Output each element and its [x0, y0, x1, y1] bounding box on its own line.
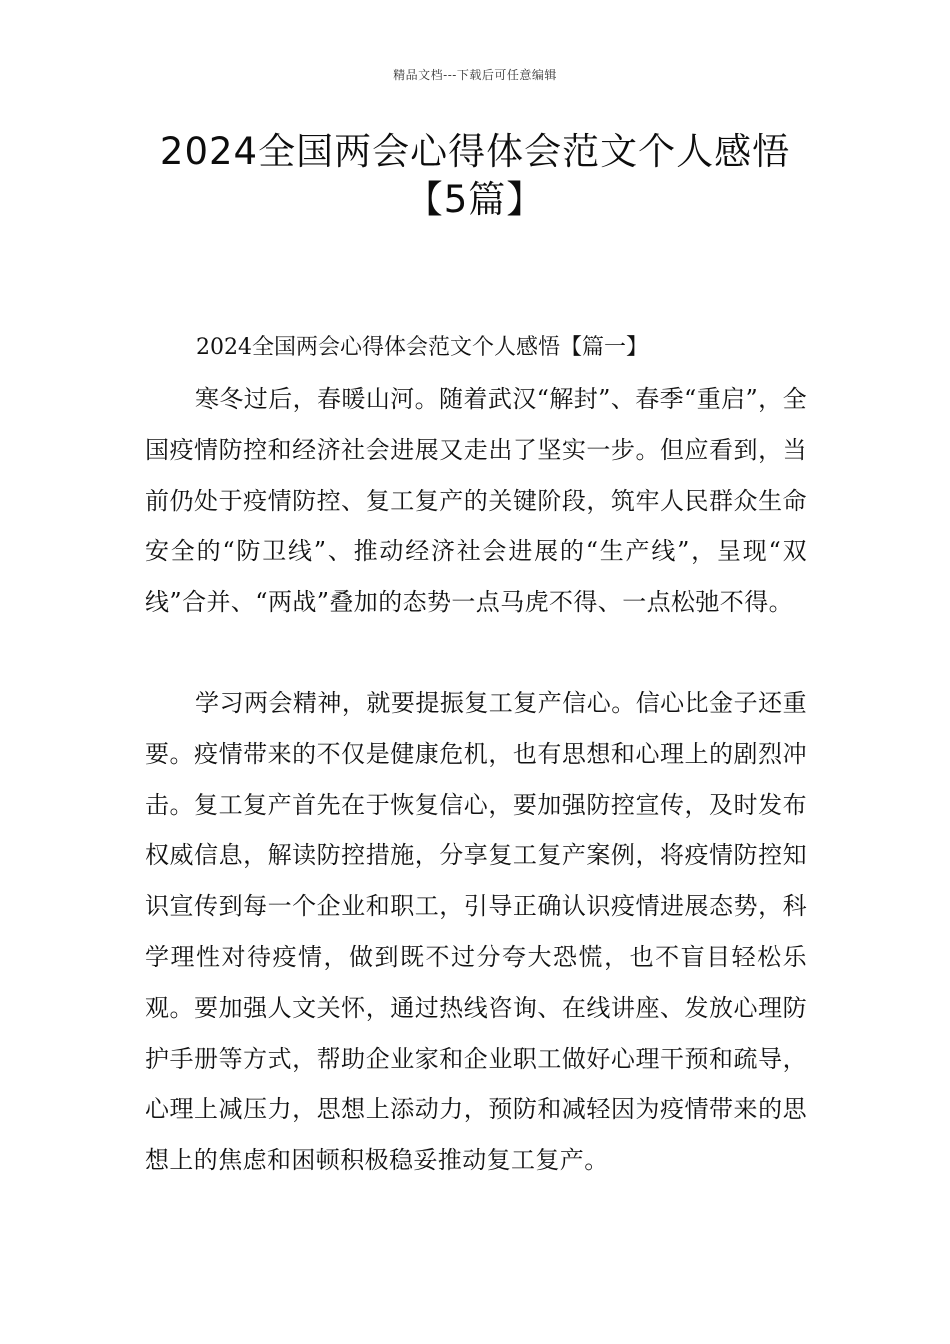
body-paragraph-2: 学习两会精神，就要提振复工复产信心。信心比金子还重要。疫情带来的不仅是健康危机，也有思想和心理上的剧烈冲击。复工复产首先在于恢复信心，要加强防控宣传，及时发布权威信息，解读防控措施，分享复工复产案例，将疫情防控知识宣传到每一个企业和职工，引导正确认识疫情进展态势，科学理性对待疫情，做到既不过分夸大恐慌，也不盲目轻松乐观。要加强人文关怀，通过热线咨询、在线讲座、发放心理防护手册等方式，帮助企业家和企业职工做好心理干预和疏导，心理上减压力，思想上添动力，预防和减轻因为疫情带来的思想上的焦虑和困顿积极稳妥推动复工复产。 [145, 689, 807, 1175]
title-line-1: 2024全国两会心得体会范文个人感悟 [159, 130, 791, 173]
body-paragraph-1: 寒冬过后，春暖山河。随着武汉“解封”、春季“重启”，全国疫情防控和经济社会进展又走出了坚实一步。但应看到，当前仍处于疫情防控、复工复产的关键阶段，筑牢人民群众生命安全的“防卫线”、推动经济社会进展的“生产线”，呈现“双线”合并、“两战”叠加的态势一点马虎不得、一点松弛不得。 [145, 385, 807, 617]
document-title [100, 128, 850, 224]
section-heading: 2024全国两会心得体会范文个人感悟【篇一】 [196, 335, 648, 360]
title-line-2: 【5篇】 [405, 178, 545, 221]
header-note: 精品文档---下载后可任意编辑 [393, 68, 557, 82]
